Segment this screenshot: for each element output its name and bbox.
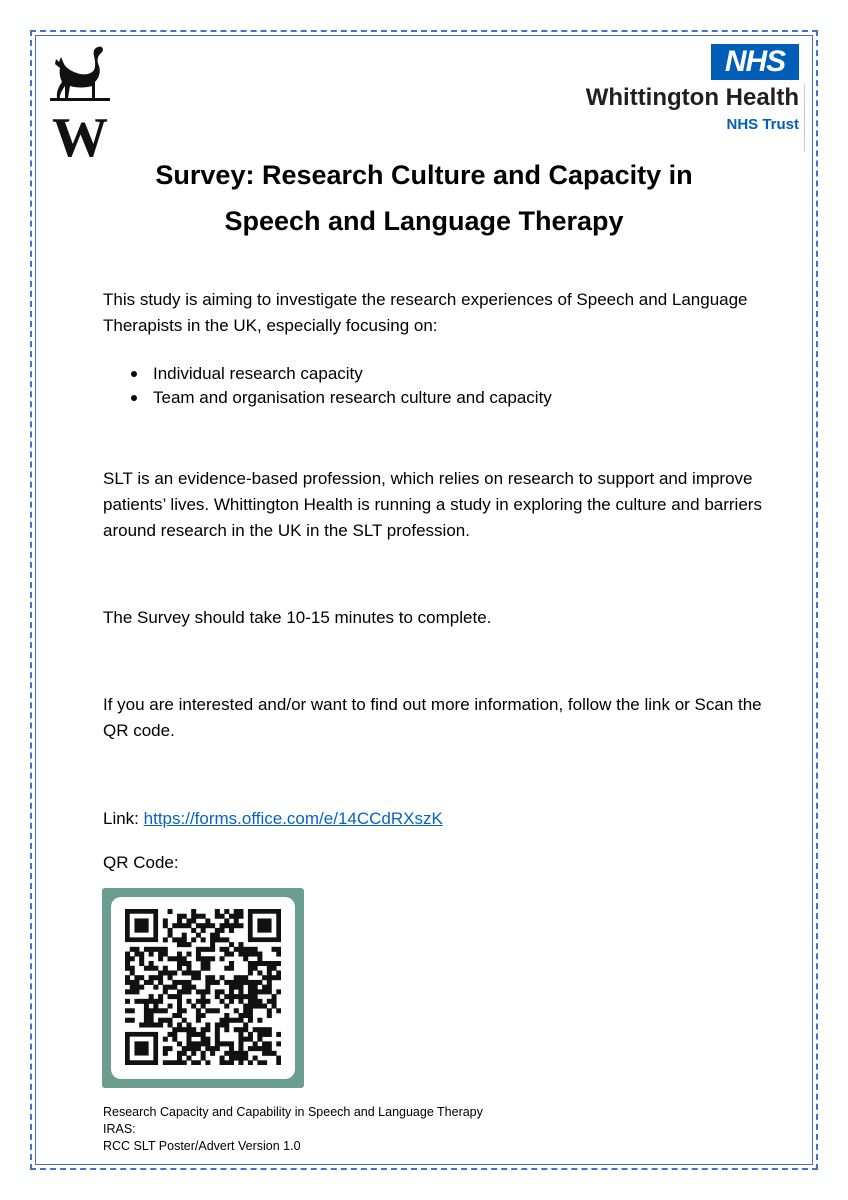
qr-code-icon bbox=[125, 909, 281, 1065]
link-line bbox=[103, 806, 763, 832]
qr-code-frame[interactable] bbox=[102, 888, 304, 1088]
footer-line-3: RCC SLT Poster/Advert Version 1.0 bbox=[103, 1139, 301, 1153]
focus-list bbox=[103, 362, 743, 410]
survey-link[interactable]: https://forms.office.com/e/14CCdRXszK bbox=[143, 809, 443, 828]
title-line-1: Survey: Research Culture and Capacity in bbox=[155, 160, 693, 190]
org-trust: NHS Trust bbox=[726, 116, 799, 133]
title-line-2: Speech and Language Therapy bbox=[224, 206, 624, 236]
duration-text: The Survey should take 10-15 minutes to complete. bbox=[103, 608, 492, 627]
list-item: Team and organisation research culture and capacity bbox=[103, 386, 743, 410]
intro-paragraph: This study is aiming to investigate the research experiences of Speech and Language Therapists in the UK, especially focusing on: bbox=[103, 290, 748, 335]
footer-line-2: IRAS: bbox=[103, 1122, 136, 1136]
page-title bbox=[100, 152, 748, 244]
svg-text:W: W bbox=[52, 107, 108, 160]
qr-code[interactable] bbox=[111, 897, 295, 1079]
context-paragraph: SLT is an evidence-based profession, which relies on research to support and improve patients’ lives. Whittington Health is running a study in exploring the culture and barriers around research in the UK in the SLT profession. bbox=[103, 469, 762, 540]
cat-icon bbox=[50, 42, 110, 160]
org-name: Whittington Health bbox=[585, 84, 799, 111]
list-item: Individual research capacity bbox=[103, 362, 743, 386]
whittington-cat-logo bbox=[50, 42, 110, 160]
footer bbox=[103, 1104, 703, 1155]
footer-line-1: Research Capacity and Capability in Speech and Language Therapy bbox=[103, 1105, 483, 1119]
nhs-logo bbox=[560, 44, 805, 152]
qr-label: QR Code: bbox=[103, 853, 179, 872]
nhs-badge: NHS bbox=[711, 44, 799, 80]
link-label: Link: bbox=[103, 809, 144, 828]
logo-divider bbox=[804, 84, 805, 152]
call-to-action: If you are interested and/or want to find out more information, follow the link or Scan the QR code. bbox=[103, 695, 762, 740]
